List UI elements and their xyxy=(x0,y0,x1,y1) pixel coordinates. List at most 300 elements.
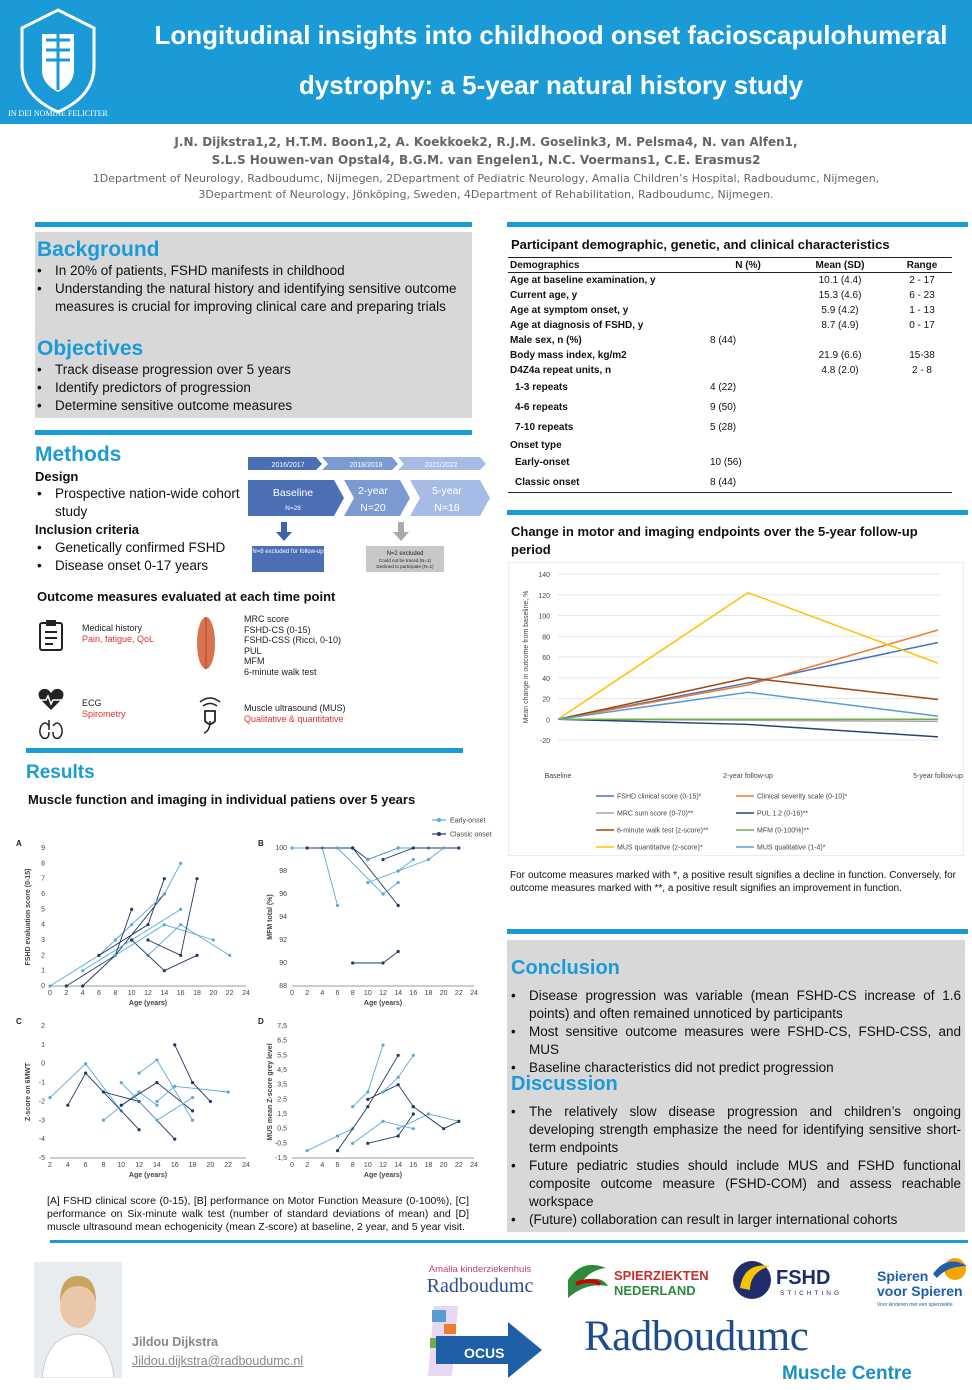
patient-point xyxy=(442,846,445,849)
patient-line xyxy=(353,952,399,964)
patient-point xyxy=(397,1076,400,1079)
patient-point xyxy=(212,938,215,941)
x-tick-label: 0 xyxy=(290,1162,294,1169)
heart-lungs-icon xyxy=(36,686,66,742)
patient-point xyxy=(173,1085,176,1088)
table-cell: Current age, y xyxy=(510,289,578,301)
y-tick-label: 1,5 xyxy=(277,1111,287,1118)
table-cell: 6 - 23 xyxy=(909,289,935,301)
x-tick-label: 4 xyxy=(320,990,325,997)
legend-label: MRC sum score (0-70)** xyxy=(617,810,694,818)
y-tick-label: 120 xyxy=(538,592,550,600)
patient-point xyxy=(155,1058,158,1061)
patient-point xyxy=(81,984,84,987)
patient-line xyxy=(353,1045,383,1107)
x-tick-label: 16 xyxy=(409,990,418,997)
patient-point xyxy=(366,881,369,884)
patient-point xyxy=(397,846,400,849)
patient-point xyxy=(146,923,149,926)
table-cell: 5.9 (4.2) xyxy=(821,304,859,316)
patient-point xyxy=(336,1134,339,1137)
table-row xyxy=(508,398,952,418)
x-tick-label: 22 xyxy=(454,1162,463,1169)
table-row xyxy=(508,438,952,453)
patient-line xyxy=(338,848,399,894)
design-list xyxy=(35,485,250,521)
table-cell: Age at baseline examination, y xyxy=(510,274,656,286)
patient-line xyxy=(99,879,164,956)
stage-5year-n: N=18 xyxy=(434,502,460,514)
y-tick-label: 3,5 xyxy=(277,1081,287,1089)
patient-point xyxy=(84,1062,87,1065)
table-cell: 21.9 (6.6) xyxy=(818,349,862,361)
patient-point xyxy=(163,877,166,880)
patient-point xyxy=(381,892,384,895)
patient-line xyxy=(103,1092,156,1120)
patient-point xyxy=(412,1112,415,1115)
legend-label: 6-minute walk test (z-score)** xyxy=(617,827,709,835)
background-heading: Background xyxy=(37,238,160,261)
column-header: Demographics xyxy=(508,258,708,273)
x-axis-label: Age (years) xyxy=(128,1172,168,1179)
patient-point xyxy=(102,1119,105,1122)
patient-point xyxy=(228,954,231,957)
table-cell xyxy=(708,273,788,288)
column-header: Mean (SD) xyxy=(788,258,892,273)
x-tick-label: 22 xyxy=(454,990,463,997)
clipboard-icon xyxy=(36,618,66,652)
y-axis-label: MFM total (%) xyxy=(267,894,274,940)
background-list xyxy=(35,262,471,316)
y-tick-label: 94 xyxy=(279,914,287,921)
table-cell xyxy=(788,438,892,453)
radboudumc-logo: Radboudumc xyxy=(584,1313,809,1360)
patient-point xyxy=(179,954,182,957)
results-caption: [A] FSHD clinical score (0-15), [B] performance on Motor Function Measure (0-100%), [C] performance on Six-minute walk test (number of standard deviations of mean) and [D] muscle ultrasound mean echogenicity (mean Z-score) at baseline, 2 year, and 5 year visit. xyxy=(47,1195,469,1233)
poster-header xyxy=(0,0,972,124)
chart-note: For outcome measures marked with *, a positive result signifies a decline in function. Conversely, for outcome measures marked with **, a positive result signifies an improvement in function. xyxy=(510,870,956,894)
x-tick-label: 14 xyxy=(160,990,169,997)
legend-label: PUL 1.2 (0-16)** xyxy=(757,810,809,818)
x-tick-label: 16 xyxy=(176,990,185,997)
demographics-title: Participant demographic, genetic, and clinical characteristics xyxy=(511,237,890,252)
patient-point xyxy=(397,881,400,884)
svg-text:NEDERLAND: NEDERLAND xyxy=(614,1283,696,1298)
stage-2year-label: 2-year xyxy=(358,485,388,497)
divider xyxy=(26,748,463,753)
patient-point xyxy=(442,1127,445,1130)
patient-line xyxy=(307,1129,353,1151)
svg-text:IN DEI NOMINE FELICITER: IN DEI NOMINE FELICITER xyxy=(8,109,108,118)
muscle-centre-logo: Muscle Centre xyxy=(782,1363,912,1384)
patient-point xyxy=(412,1127,415,1130)
x-tick-label: 18 xyxy=(424,990,433,997)
table-row xyxy=(508,378,952,398)
y-tick-label: 6,5 xyxy=(277,1037,287,1045)
list-item: • In 20% of patients, FSHD manifests in childhood xyxy=(35,262,471,280)
patient-point xyxy=(381,1043,384,1046)
patient-point xyxy=(97,954,100,957)
list-item: • Disease progression was variable (mean FSHD-CS increase of 1.6 points) and often remained unnoticed by participants xyxy=(509,987,961,1023)
legend-label: MUS qualitative (1-4)* xyxy=(757,844,826,852)
patient-point xyxy=(306,1149,309,1152)
table-cell: 4 (22) xyxy=(710,382,737,393)
patient-point xyxy=(155,1100,158,1103)
patient-point xyxy=(351,961,354,964)
fshd-focus-logo xyxy=(416,1300,544,1382)
panel-B xyxy=(258,839,478,1007)
table-cell: 9 (50) xyxy=(710,402,737,413)
column-header: N (%) xyxy=(708,258,788,273)
patient-point xyxy=(412,1054,415,1057)
svg-text:Could not be traced (N=1): Could not be traced (N=1) xyxy=(379,558,431,563)
patient-point xyxy=(195,877,198,880)
patient-point xyxy=(137,1128,140,1131)
divider xyxy=(507,222,968,227)
patient-point xyxy=(381,1090,384,1093)
patient-point xyxy=(191,1096,194,1099)
timeline-year-1: 2016/2017 xyxy=(271,462,305,469)
y-tick-label: 8 xyxy=(41,860,45,868)
divider xyxy=(507,929,968,934)
legend-label: MUS quantitative (z-score)* xyxy=(617,844,703,852)
list-item: • Baseline characteristics did not predict progression xyxy=(509,1059,961,1077)
x-tick-label: 6 xyxy=(335,990,340,997)
x-tick-label: 12 xyxy=(135,1162,143,1169)
table-cell: 0 - 17 xyxy=(909,319,935,331)
table-cell xyxy=(788,473,892,493)
radboud-seal-logo xyxy=(8,4,108,120)
y-tick-label: 20 xyxy=(542,696,550,704)
x-tick-label: 14 xyxy=(394,1162,403,1169)
x-tick-label: 2 xyxy=(305,990,310,997)
x-tick-label: 8 xyxy=(113,990,118,997)
table-row xyxy=(508,318,952,333)
patient-point xyxy=(155,1119,158,1122)
table-cell: 8.7 (4.9) xyxy=(821,319,859,331)
patient-point xyxy=(366,1098,369,1101)
patient-point xyxy=(397,904,400,907)
x-tick-label: 14 xyxy=(153,1162,161,1169)
y-tick-label: 4 xyxy=(41,921,45,929)
patient-point xyxy=(163,923,166,926)
y-tick-label: 1 xyxy=(41,967,45,975)
conclusion-heading: Conclusion xyxy=(511,957,620,979)
y-tick-label: 6 xyxy=(41,891,45,898)
patient-point xyxy=(397,869,400,872)
patient-point xyxy=(381,1120,384,1123)
x-tick-label: 20 xyxy=(439,1162,448,1169)
table-row xyxy=(508,333,952,348)
y-tick-label: 0,5 xyxy=(277,1125,287,1133)
contact-email-link[interactable]: Jildou.dijkstra@radboudumc.nl xyxy=(132,1354,304,1368)
patient-point xyxy=(120,1104,123,1107)
y-tick-label: 140 xyxy=(538,572,550,579)
svg-text:voor Spieren: voor Spieren xyxy=(877,1283,963,1299)
y-tick-label: -0,5 xyxy=(274,1140,287,1148)
x-tick-label: 24 xyxy=(242,990,250,997)
svg-text:OCUS: OCUS xyxy=(464,1345,505,1361)
legend-label: Clinical severity scale (0-10)* xyxy=(757,793,848,801)
x-tick-label: 10 xyxy=(127,990,136,997)
legend-label: Classic onset xyxy=(450,831,492,839)
x-tick-label: 14 xyxy=(394,990,403,997)
patient-point xyxy=(130,908,133,911)
patient-line xyxy=(175,1045,211,1102)
panel-letter: D xyxy=(258,1017,264,1026)
poster-title-line1: Longitudinal insights into childhood onset facioscapulohumeral xyxy=(154,20,948,50)
x-tick-label: 10 xyxy=(117,1162,126,1169)
patient-point xyxy=(351,846,354,849)
x-tick-label: 6 xyxy=(83,1162,88,1169)
x-tick-label: 4 xyxy=(65,1162,70,1169)
list-item: • Genetically confirmed FSHD xyxy=(35,539,250,557)
outcome-ecg: ECG Spirometry xyxy=(82,698,126,719)
methods-heading: Methods xyxy=(35,443,122,466)
patient-point xyxy=(191,1119,194,1122)
y-tick-label: 9 xyxy=(41,845,45,852)
panel-D xyxy=(258,1017,478,1179)
patient-line xyxy=(338,1055,399,1150)
patient-line xyxy=(148,879,197,956)
chart-title: Change in motor and imaging endpoints over the 5-year follow-up period xyxy=(511,524,918,557)
table-row xyxy=(508,473,952,493)
table-row xyxy=(508,418,952,438)
x-tick-label: 16 xyxy=(409,1162,418,1169)
patient-point xyxy=(84,1072,87,1075)
inclusion-label: Inclusion criteria xyxy=(35,522,140,537)
table-cell: 4.8 (2.0) xyxy=(821,364,859,376)
table-row xyxy=(508,348,952,363)
stage-baseline-n: N=28 xyxy=(285,505,301,512)
patient-point xyxy=(120,1081,123,1084)
table-cell xyxy=(788,418,892,438)
table-cell: Early-onset xyxy=(515,457,570,468)
table-cell: 15-38 xyxy=(909,349,935,361)
patient-point xyxy=(155,1081,158,1084)
y-tick-label: 100 xyxy=(275,845,287,852)
x-tick-label: 8 xyxy=(350,1162,355,1169)
patient-point xyxy=(351,1142,354,1145)
patient-point xyxy=(163,969,166,972)
excluded-baseline-note: N=8 excluded for follow-up xyxy=(252,549,324,555)
table-cell: 10 (56) xyxy=(710,457,742,468)
table-row xyxy=(508,453,952,473)
patient-point xyxy=(397,1083,400,1086)
table-cell xyxy=(708,318,788,333)
table-cell xyxy=(788,453,892,473)
y-tick-label: 90 xyxy=(279,960,287,967)
study-timeline xyxy=(248,454,490,576)
patient-point xyxy=(146,938,149,941)
stage-baseline-label: Baseline xyxy=(272,487,314,499)
column-header: Range xyxy=(892,258,952,273)
conclusion-list xyxy=(509,987,961,1077)
patient-line xyxy=(368,860,414,883)
x-tick-label: 20 xyxy=(206,1162,215,1169)
affiliations-line2: 3Department of Neurology, Jönköping, Sweden, 4Department of Rehabilitation, Radboudumc, Nijmegen. xyxy=(198,188,774,201)
table-row xyxy=(508,303,952,318)
patient-point xyxy=(351,1105,354,1108)
legend-label: MFM (0-100%)** xyxy=(757,827,810,835)
table-cell: 2 - 17 xyxy=(909,274,935,286)
table-cell: 7-10 repeats xyxy=(515,422,574,433)
svg-text:Declined to participate (N=1): Declined to participate (N=1) xyxy=(376,564,434,569)
panel-A xyxy=(16,839,250,1007)
patient-line xyxy=(50,1064,121,1111)
results-subheading: Muscle function and imaging in individual patiens over 5 years xyxy=(28,792,416,807)
panel-letter: B xyxy=(258,839,264,848)
stage-5year-label: 5-year xyxy=(432,485,462,497)
x-tick-label: 18 xyxy=(424,1162,433,1169)
table-cell xyxy=(788,378,892,398)
table-cell xyxy=(708,363,788,378)
table-cell: Classic onset xyxy=(515,476,580,488)
list-item: • (Future) collaboration can result in larger international cohorts xyxy=(509,1211,961,1229)
y-tick-label: 2 xyxy=(41,952,45,960)
x-tick-label: 12 xyxy=(379,990,387,997)
y-tick-label: -4 xyxy=(38,1136,45,1144)
list-item: • Future pediatric studies should include MUS and FSHD functional composite outcome measure (FSHD-COM) and assess reachable workspace xyxy=(509,1157,961,1211)
legend-label: Early-onset xyxy=(450,817,486,825)
y-tick-label: 3 xyxy=(41,937,45,944)
divider xyxy=(35,222,472,227)
objectives-list xyxy=(35,361,471,415)
table-cell xyxy=(892,378,952,398)
x-tick-label: 2 xyxy=(64,990,69,997)
patient-point xyxy=(81,969,84,972)
x-tick-label: 8 xyxy=(101,1162,106,1169)
table-cell xyxy=(892,438,952,453)
patient-point xyxy=(66,1104,69,1107)
list-item: • Disease onset 0-17 years xyxy=(35,557,250,575)
table-cell xyxy=(892,333,952,348)
x-tick-label: 12 xyxy=(379,1162,387,1169)
x-tick-label: 5-year follow-up xyxy=(913,773,963,780)
patient-point xyxy=(412,1105,415,1108)
patient-point xyxy=(336,1149,339,1152)
y-tick-label: -2 xyxy=(38,1098,45,1106)
patient-line xyxy=(368,1085,414,1107)
outcome-muscle: MRC score FSHD-CS (0-15) FSHD-CSS (Ricci, 0-10) PUL MFM 6-minute walk test xyxy=(244,614,342,677)
patient-point xyxy=(173,1138,176,1141)
x-tick-label: 0 xyxy=(290,990,294,997)
y-tick-label: -1 xyxy=(38,1079,45,1087)
y-tick-label: 0 xyxy=(41,1060,45,1068)
patient-point xyxy=(191,1109,194,1112)
list-item: • Track disease progression over 5 years xyxy=(35,361,471,379)
table-cell xyxy=(892,398,952,418)
patient-point xyxy=(397,1127,400,1130)
patient-line xyxy=(368,1114,414,1143)
discussion-heading: Discussion xyxy=(511,1073,618,1095)
y-tick-label: 60 xyxy=(542,655,550,662)
list-item: • Prospective nation-wide cohort study xyxy=(35,485,250,521)
outcome-history: Medical history Pain, fatigue, QoL xyxy=(82,623,155,644)
x-tick-label: 20 xyxy=(209,990,218,997)
divider xyxy=(50,1240,968,1243)
amalia-logo: Amalia kinderziekenhuis Radboudumc xyxy=(426,1264,534,1297)
table-cell: Male sex, n (%) xyxy=(510,334,582,346)
affiliations-line1: 1Department of Neurology, Radboudumc, Nijmegen, 2Department of Pediatric Neurology, Amalia Children’s Hospital, Radboudumc, Nijmegen, xyxy=(92,172,880,185)
x-tick-label: 24 xyxy=(470,1162,478,1169)
table-cell: Body mass index, kg/m2 xyxy=(510,349,627,361)
patient-point xyxy=(427,1112,430,1115)
contact-name: Jildou Dijkstra xyxy=(132,1335,219,1349)
list-item: • Most sensitive outcome measures were FSHD-CS, FSHD-CSS, and MUS xyxy=(509,1023,961,1059)
x-tick-label: 18 xyxy=(188,1162,197,1169)
patient-point xyxy=(290,846,293,849)
y-tick-label: 7 xyxy=(41,875,45,883)
x-tick-label: 6 xyxy=(97,990,101,997)
table-cell: D4Z4a repeat units, n xyxy=(510,364,612,376)
muscle-icon xyxy=(193,612,219,674)
outcome-mus: Muscle ultrasound (MUS) Qualitative & quantitative xyxy=(244,703,346,724)
y-tick-label: 2 xyxy=(41,1023,45,1030)
authors-line2: S.L.S Houwen-van Opstal4, B.G.M. van Engelen1, N.C. Voermans1, C.E. Erasmus2 xyxy=(211,153,761,167)
y-tick-label: 98 xyxy=(279,868,287,875)
patient-line xyxy=(292,848,338,906)
patient-point xyxy=(336,904,339,907)
table-cell: Age at symptom onset, y xyxy=(510,304,629,316)
patient-point xyxy=(102,1090,105,1093)
y-axis-label: Z-score on 6MWT xyxy=(25,1062,32,1122)
x-tick-label: 10 xyxy=(363,1162,372,1169)
discussion-list xyxy=(509,1103,961,1229)
table-cell: 10.1 (4.4) xyxy=(818,274,862,286)
objectives-heading: Objectives xyxy=(37,337,144,360)
x-tick-label: 24 xyxy=(470,990,478,997)
results-heading: Results xyxy=(26,762,95,783)
y-tick-label: 100 xyxy=(538,613,550,621)
table-row xyxy=(508,288,952,303)
fshd-stichting-logo xyxy=(730,1258,862,1302)
patient-point xyxy=(130,938,133,941)
patient-point xyxy=(306,846,309,849)
y-tick-label: 0 xyxy=(41,983,45,990)
y-tick-label: 4,5 xyxy=(277,1067,287,1074)
table-cell: 5 (28) xyxy=(710,422,737,433)
x-tick-label: 16 xyxy=(170,1162,179,1169)
patient-charts xyxy=(14,812,494,1188)
x-tick-label: 10 xyxy=(363,990,372,997)
list-item: • The relatively slow disease progression and children’s ongoing developing strength emphasize the need for identifying sensitive short-term endpoints xyxy=(509,1103,961,1157)
patient-point xyxy=(209,1100,212,1103)
x-tick-label: 2 xyxy=(48,1162,52,1169)
patient-line xyxy=(307,848,398,906)
y-tick-label: 7,5 xyxy=(277,1023,287,1030)
patient-point xyxy=(381,858,384,861)
inclusion-list xyxy=(35,539,250,575)
y-axis-label: Mean change in outcome from baseline, % xyxy=(523,590,530,724)
table-cell xyxy=(892,418,952,438)
table-cell: 8 (44) xyxy=(710,334,737,346)
spieren-voor-spieren-logo xyxy=(875,1254,971,1310)
y-tick-label: -1,5 xyxy=(274,1155,287,1162)
patient-point xyxy=(397,1054,400,1057)
svg-text:SPIERZIEKTEN: SPIERZIEKTEN xyxy=(614,1268,709,1283)
x-axis-label: Age (years) xyxy=(363,1000,403,1007)
table-row xyxy=(508,363,952,378)
patient-point xyxy=(366,1090,369,1093)
authors-line1: J.N. Dijkstra1,2, H.T.M. Boon1,2, A. Koekkoek2, R.J.M. Goselink3, M. Pelsma4, N. van Alfen1, xyxy=(174,135,798,149)
y-tick-label: 40 xyxy=(542,675,550,683)
y-tick-label: 1 xyxy=(41,1041,45,1049)
svg-text:Spieren: Spieren xyxy=(877,1268,929,1284)
author-photo xyxy=(34,1262,122,1378)
x-axis-label: Age (years) xyxy=(128,1000,168,1007)
table-cell xyxy=(708,438,788,453)
